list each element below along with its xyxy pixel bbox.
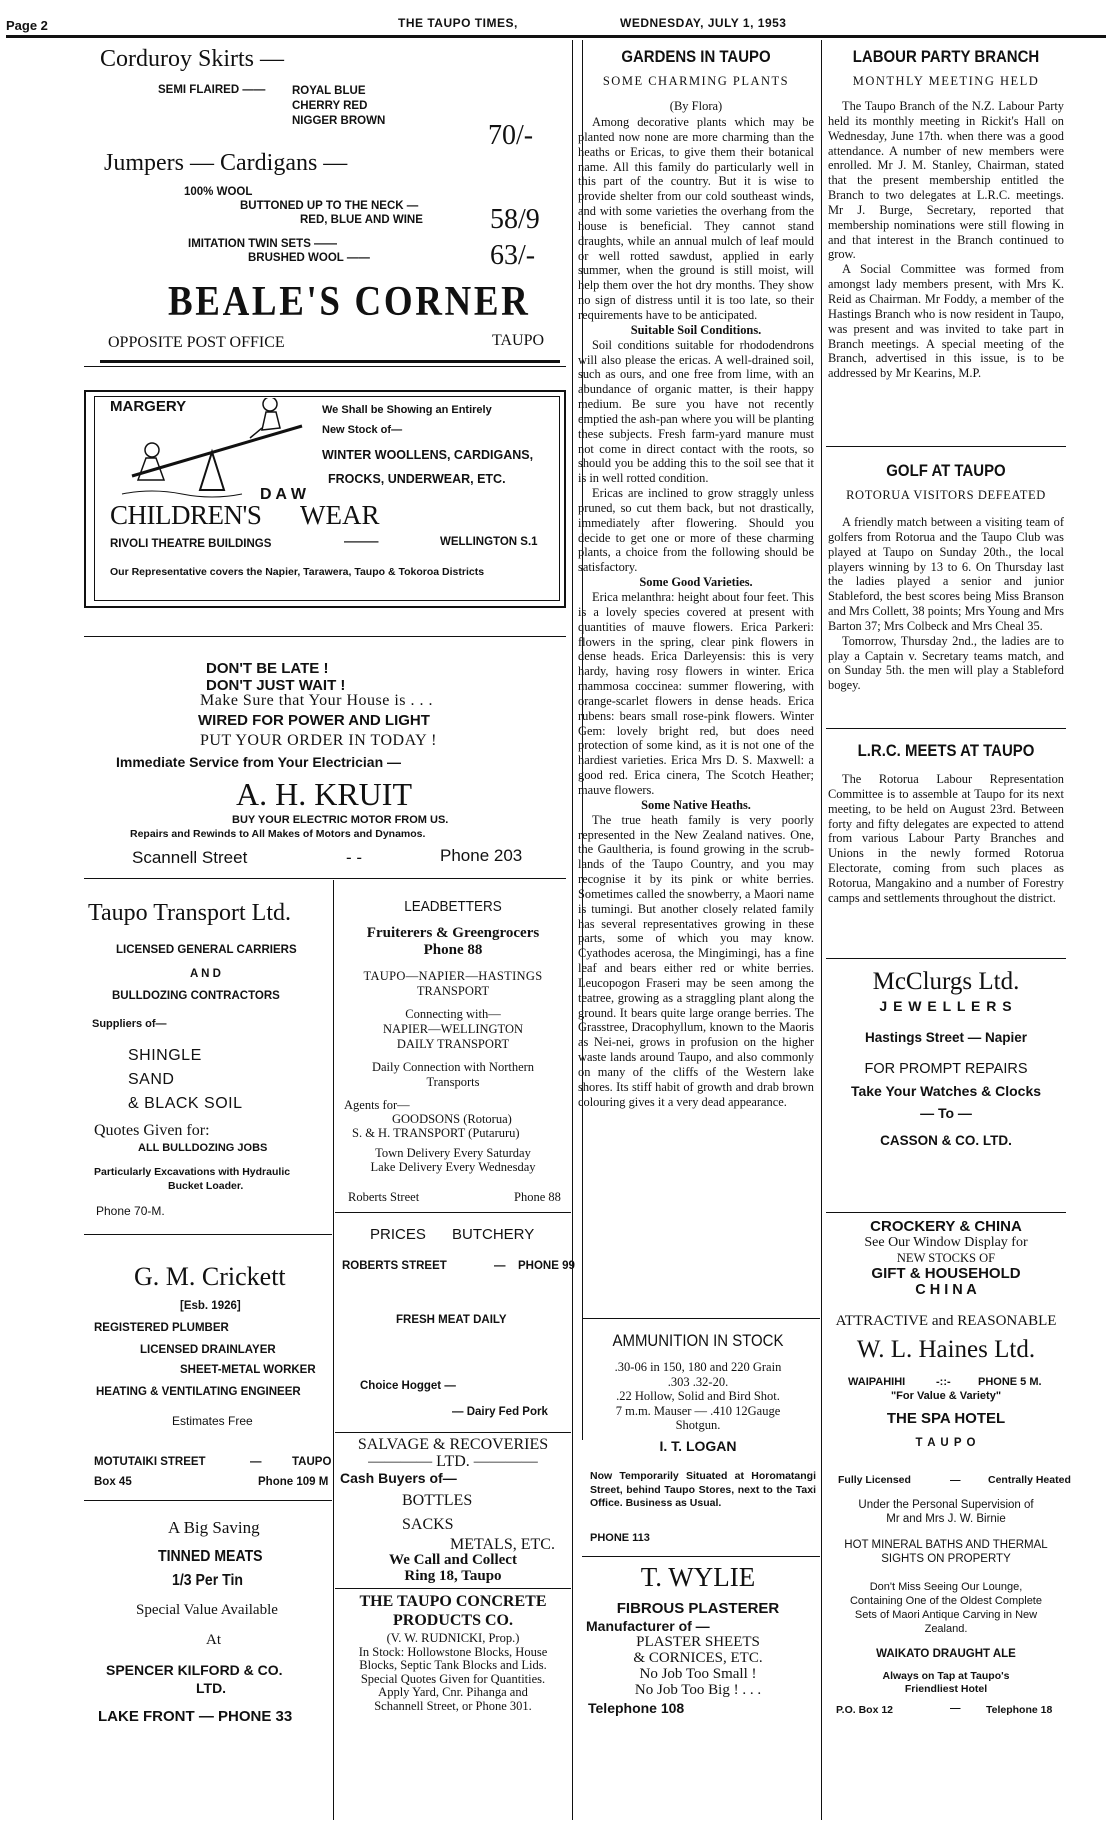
wylie-name: T. WYLIE <box>640 1562 756 1592</box>
masthead-rule <box>6 35 1106 38</box>
rivoli-address: RIVOLI THEATRE BUILDINGS <box>110 538 272 550</box>
buttoned-note: BUTTONED UP TO THE NECK — <box>240 200 419 212</box>
margery-name: MARGERY <box>110 398 187 415</box>
gardens-article: GARDENS IN TAUPO SOME CHARMING PLANTS (By Flora) Among decorative plants which may be planted now none are more charming than the heaths or Ericas, to give them their botanical name. All this family do particularly well in this part of the country. But it is wise to provide shelter from our cold southeast winds, and with some varieties the overhang from the house is beneficial. They cannot stand draughts, while an annual mulch of leaf mould or well rotted sawdust, applied in early summer, when the ground is still moist, will help them over the hot dry months. They show no sign of distress until it is too late, so their requirements have to be anticipated. Suitable Soil Conditions. Soil conditions suitable for rhododendrons will also please the ericas. A well-drained soil, such as ours, and one free from lime, with an abundance of organic matter, is their happy medium. Be sure you have not recently emptied the ash-pan where you will be planting these subjects. Fresh farm-yard manure must not come in direct contact with the roots, so should you be adding this to the soil see that it is in well rotted condition. Ericas are inclined to grow straggly unless pruned, so cut them back, but not drastically, immediately after flowering. Should you decide to get one or more of these charming plants, a choice from the following should be satisfactory. Some Good Varieties. Erica melanthra: height about four feet. This is a lovely species covered at present with quantities of mauve flowers. Erica Parkeri: flowers in the spring, clear pink flowers in dense heads. Erica Darleyensis: this is very hardy, having rosy flowers in winter. Erica mammosa coccinea: summer flowering, with orange-scarlet flowers in dense heads. Erica rubens: bears small rose-pink flowers. Winter Gem: lovely bright red, but does need protection of some kind, as it is not one of the hardiest varieties. Erica Mrs D. S. Maxwell: a good red. Erica cinera, The Scotch Heather; mauve flowers. Some Native Heaths. The true heath family is very poorly represented in the New Zealand natives. One, the Gaultheria, is found growing in the scrub-lands of the Taupo Country, and you may recognise it by its pink or white berries. Sometimes called the snowberry, a Maori name is tumingi. But another closely related family has several representatives growing in these parts, some of which you may know. Cyathodes acerosa, the Mingimingi, has a fine leaf and bears either red or white berries. Leucopogon Fraseri may be seen among the teatree, growing as a straggling plant along the ground. It bears quite large orange berries. The Grasstree, Dracophyllum, known to the Maoris as Nei-nei, grows in profusion on the higher waste lands around Taupo, and also commonly on many of the cliffs of the Western lake shores. Its stiff habit of growth and drab brown colouring gives it a very dead appearance. <box>578 47 814 1109</box>
brushed-wool: BRUSHED WOOL —— <box>248 252 370 264</box>
gardens-headline: GARDENS IN TAUPO <box>621 47 771 66</box>
newspaper-page: Page 2 THE TAUPO TIMES, WEDNESDAY, JULY 1, 1953 Corduroy Skirts — SEMI FLAIRED —— ROYAL BLUE CHERRY RED NIGGER BROWN 70/- Jumpers — Cardigans — 100% WOOL BUTTONED UP TO THE NECK — RED, BLUE AND WINE 58/9 IMITATION TWIN SETS —— BRUSHED WOOL —— 63/- BEALE'S CORNER OPPOSITE POST OFFICE TAUPO MARGERY We Shall be Showing an Entirely New Stock of— WINTER WOOLLENS, CARDIGANS, FROCKS, UNDERWEAR, ETC. D A W CHILDREN'S WEAR RIVOLI THEATRE BUILDINGS ——— WELLINGTON S.1 Our Representative covers the Napier, Tarawera, Taupo & Tokoroa Districts DON'T BE LATE ! DON'T JUST WAIT ! Make Sure that Your House is . . . WIRED FOR POWER AND LIGHT PUT YOUR ORDER IN TODAY ! Immediate Service from Your Electrician — A. H. KRUIT BUY YOUR ELECTRIC MOTOR FROM US. Repairs and Rewinds to All Makes of Motors and Dynamos. Scannell Street - - Phone 203 Taupo Transport Ltd. LICENSED GENERAL CARRIERS A N D BULLDOZING CONTRACTORS Suppliers of— SHINGLE SAND & BLACK SOIL Quotes Given for: ALL BULLDOZING JOBS Particularly Excavations with Hydraulic Bucket Loader. Phone 70-M. G. M. Crickett [Esb. 1926] REGISTERED PLUMBER LICENSED DRAINLAYER SHEET-METAL WORKER HEATING & VENTILATING ENGINEER Estimates Free MOTUTAIKI STREET — TAUPO Box 45 Phone 109 M A Big Saving TINNED MEATS 1/3 Per Tin Special Value Available At SPENCER KILFORD & CO. LTD. LAKE FRONT — PHONE 33 LEADBETTERS Fruiterers & Greengrocers Phone 88 TAUPO—NAPIER—HASTINGS TRANSPORT Connecting with— NAPIER—WELLINGTON DAILY TRANSPORT Daily Connection with Northern Transports Agents for— GOODSONS (Rotorua) S. & H. TRANSPORT (Putaruru) Town Delivery Every Saturday Lake Delivery Every Wednesday Roberts Street Phone 88 PRICES BUTCHERY ROBERTS STREET — PHONE 99 FRESH MEAT DAILY Choice Hogget — — Dairy Fed Pork SALVAGE & RECOVERIES ———— LTD. ———— Cash Buyers of— BOTTLES SACKS METALS, ETC. We Call and Collect Ring 18, Taupo THE TAUPO CONCRETE PRODUCTS CO. (V. W. RUDNICKI, Prop.) In Stock: Hollowstone Blocks, House Blocks, Septic Tank Blocks and Lids. Special Quotes Given for Quantities. Apply Yard, Cnr. Pihanga and Schannell Street, or Phone 301. GARDENS IN TAUPO SOME CHARMING PLANTS (By Flora) Among decorative plants which may be planted now none are more charming than the heaths or Ericas, to give them their botanical name. All this family do particularly well in this part of the country. But it is wise to provide shelter from our cold southeast winds, and with some varieties the overhang from the house is beneficial. They cannot stand draughts, while an annual mulch of leaf mould or well rotted sawdust, applied in early summer, when the ground is still moist, will help them over the hot dry months. They show no sign of distress until it is too late, so their requirements have to be anticipated. Suitable Soil Conditions. Soil conditions suitable for rhododendrons will also please the ericas. A well-drained soil, such as ours, and one free from lime, with an abundance of organic matter, is their happy medium. Be sure you have not recently emptied the ash-pan where you will be planting these subjects. Fresh farm-yard manure must not come in direct contact with the roots, so should you be adding this to the soil see that it is in well rotted condition. Ericas are inclined to grow straggly unless pruned, so cut them back, but not drastically, immediately after flowering. Should you decide to get one or more of these charming plants, a choice from the following should be satisfactory. Some Good Varieties. Erica melanthra: height about four feet. This is a lovely species covered at present with quantities of mauve flowers. Erica Parkeri: flowers in the spring, clear pink flowers in dense heads. Erica Darleyensis: this is very hardy, having rosy flowers in winter. Erica mammosa coccinea: summer flowering, with orange-scarlet flowers in dense heads. Erica rubens: bears small rose-pink flowers. Winter Gem: lovely bright red, but does need protection of some kind, as it is not one of the hardiest varieties. Erica Mrs D. S. Maxwell: a good red. Erica cinera, The Scotch Heather; mauve flowers. Some Native Heaths. The true heath family is very poorly represented in the New Zealand natives. One, the Gaultheria, is found growing in the scrub-lands of the Taupo Country, and you may recognise it by its pink or white berries. Sometimes called the snowberry, a Maori name is tumingi. But another closely related family has several representatives growing in these parts, some of which you may know. Cyathodes acerosa, the Mingimingi, has a fine leaf and bears either red or white berries. Leucopogon Fraseri may be seen among the teatree, growing as a straggling plant along the ground. It bears quite large orange berries. The Grasstree, Dracophyllum, known to the Maoris as Nei-nei, grows in profusion on the higher waste lands around Taupo, and also commonly on many of the cliffs of the Western lake shores. Its stiff habit of growth and drab brown colouring gives it a very dead appearance. AMMUNITION IN STOCK .30-06 in 150, 180 and 220 Grain .303 .32-20. .22 Hollow, Solid and Bird Shot. 7 m.m. Mauser — .410 12Gauge Shotgun. I. T. LOGAN Now Temporarily Situated at Horomatangi Street, behind Taupo Stores, next to the Taxi Office. Business as Usual. PHONE 113 T. WYLIE FIBROUS PLASTERER Manufacturer of — PLASTER SHEETS & CORNICES, ETC. No Job Too Small ! No Job Too Big ! . . . Telephone 108 LABOUR PARTY BRANCH MONTHLY MEETING HELD The Taupo Branch of the N.Z. Labour Party held its monthly meeting in Rickit's Hall on Wednesday, June 17th. when there was a good attendance. A number of new members were enrolled. Mr J. M. Stanley, Chairman, stated that the present membership entitled the Branch to two delegates at L.R.C. meetings. Mr J. Burge, Secretary, reported that membership nominations were still flowing in and that interest in the Branch continued to grow. A Social Committee was formed from amongst lady members present, with Mrs K. Reid as Chairman. Mr Foddy, a member of the Hastings Branch who is now resident in Taupo, was present and was invited to take part in Branch meetings. A special meeting of the Branch, advertised in this issue, is to be addressed by Mr Kearins, M.P. GOLF AT TAUPO ROTORUA VISITORS DEFEATED A friendly match between a visiting team of golfers from Rotorua and the Taupo Club was played at Taupo on Sunday 20th., the local players winning by 13 to 6. On Thursday last the ladies played a senior and junior Stableford, the best scores being Miss Branson and Mrs Collett, 38 points; Mrs Young and Mrs Barton 37; Mrs Colbeck and Mrs Cheal 35. Tomorrow, Thursday 2nd., the ladies are to play a Captain v. Secretary teams match, and on Sunday 5th. the men will play a Stableford bogey. L.R.C. MEETS AT TAUPO The Rotorua Labour Representation Committee is to assemble at Taupo for its next meeting, to be held on August 23rd. Between forty and fifty delegates are expected to attend from various Labour Party Branches and Unions in the newly formed Rotorua Electorate, coming from such places as Rotorua, Mangakino and a number of Forestry camps and settlements throughout the district. McClurgs Ltd. J E W E L L E R S Hastings Street — Napier FOR PROMPT REPAIRS Take Your Watches & Clocks — To — CASSON & CO. LTD. CROCKERY & CHINA See Our Window Display for NEW STOCKS OF GIFT & HOUSEHOLD C H I N A ATTRACTIVE and REASONABLE W. L. Haines Ltd. WAIPAHIHI -::- PHONE 5 M. "For Value & Variety" THE SPA HOTEL T A U P O Fully Licensed — Centrally Heated Under the Personal Supervision of Mr and Mrs J. W. Birnie HOT MINERAL BATHS AND THERMAL SIGHTS ON PROPERTY Don't Miss Seeing Our Lounge, Containing One of the Oldest Complete Sets of Maori Antique Carving in New Zealand. WAIKATO DRAUGHT ALE Always on Tap at Taupo's Friendliest Hotel P.O. Box 12 — Telephone 18 <box>0 0 1114 1822</box>
transport-materials: SHINGLE SAND & BLACK SOIL <box>128 1047 243 1112</box>
representative-note: Our Representative covers the Napier, Tarawera, Taupo & Tokoroa Districts <box>110 566 485 578</box>
jumper-price: 58/9 <box>490 204 540 235</box>
scannell-street: Scannell Street <box>132 848 248 867</box>
skirt-price: 70/- <box>488 120 534 151</box>
skirts-title: Corduroy Skirts — <box>100 46 285 72</box>
transport-name: Taupo Transport Ltd. <box>88 900 291 926</box>
page-number: Page 2 <box>6 18 48 33</box>
new-stock-line: New Stock of— <box>322 424 403 436</box>
logan-name: I. T. LOGAN <box>659 1438 737 1454</box>
beales-corner-name: BEALE'S CORNER <box>168 279 531 325</box>
opposite-post-office: OPPOSITE POST OFFICE <box>108 334 285 351</box>
daw-label: D A W <box>260 486 306 503</box>
golf-article: GOLF AT TAUPO ROTORUA VISITORS DEFEATED A friendly match between a visiting team of golfers from Rotorua and the Taupo Club was played at Taupo on Sunday 20th., the local players winning by 13 to 6. On Thursday last the ladies played a senior and junior Stableford, the best scores being Miss Branson and Mrs Collett, 38 points; Mrs Young and Mrs Barton 37; Mrs Colbeck and Mrs Cheal 35. Tomorrow, Thursday 2nd., the ladies are to play a Captain v. Secretary teams match, and on Sunday 5th. the men will play a Stableford bogey. <box>828 461 1064 693</box>
jumpers-title: Jumpers — Cardigans — <box>104 150 348 176</box>
mcclurgs-ad: McClurgs Ltd. J E W E L L E R S Hastings Street — Napier FOR PROMPT REPAIRS Take Your Watches & Clocks — To — CASSON & CO. LTD. <box>850 968 1042 1148</box>
wool-note: 100% WOOL <box>184 186 253 198</box>
skirt-colours: ROYAL BLUE CHERRY RED NIGGER BROWN <box>292 85 386 127</box>
issue-date: WEDNESDAY, JULY 1, 1953 <box>620 16 787 30</box>
kruit-phone: Phone 203 <box>440 846 523 865</box>
salvage-ad: SALVAGE & RECOVERIES ———— LTD. ———— <box>357 1436 549 1470</box>
spa-hotel-ad: THE SPA HOTEL T A U P O <box>886 1410 1006 1449</box>
crickett-name: G. M. Crickett <box>134 1262 286 1291</box>
lrc-article: L.R.C. MEETS AT TAUPO The Rotorua Labour Representation Committee is to assemble at Taupo for its next meeting, to be held on August 23rd. Between forty and fifty delegates are expected to attend from various Labour Party Branches and Unions in the newly formed Rotorua Electorate, coming from such places as Rotorua, Mangakino and a number of Forestry camps and settlements throughout the district. <box>828 741 1064 905</box>
concrete-ad: THE TAUPO CONCRETE PRODUCTS CO. <box>359 1593 547 1629</box>
jumper-colours: RED, BLUE AND WINE <box>300 214 423 226</box>
twin-sets: IMITATION TWIN SETS —— <box>188 238 338 250</box>
paper-name: THE TAUPO TIMES, <box>398 16 518 30</box>
kruit-name: A. H. KRUIT <box>236 776 412 812</box>
wellington-address: WELLINGTON S.1 <box>440 536 538 548</box>
see-saw-children-illustration <box>112 398 322 498</box>
stock-line-1: WINTER WOOLLENS, CARDIGANS, <box>322 448 534 462</box>
semi-flaired: SEMI FLAIRED —— <box>158 84 266 96</box>
wear-label: WEAR <box>300 500 380 530</box>
childrens-label: CHILDREN'S <box>110 500 262 530</box>
showing-line: We Shall be Showing an Entirely <box>322 404 492 416</box>
twin-price: 63/- <box>490 240 536 271</box>
leadbetters-ad: LEADBETTERS Fruiterers & Greengrocers Phone 88 TAUPO—NAPIER—HASTINGS TRANSPORT Connecting with— NAPIER—WELLINGTON DAILY TRANSPORT Daily Connection with Northern Transports <box>363 898 543 1089</box>
beales-town: TAUPO <box>492 332 545 349</box>
labour-article: LABOUR PARTY BRANCH MONTHLY MEETING HELD The Taupo Branch of the N.Z. Labour Party held its monthly meeting in Rickit's Hall on Wednesday, June 17th. when there was a good attendance. A number of new members were enrolled. Mr J. M. Stanley, Chairman, stated that the present membership entitled the Branch to two delegates at L.R.C. meetings. Mr J. Burge, Secretary, reported that membership nominations were still flowing in and that interest in the Branch continued to grow. A Social Committee was formed from amongst lady members present, with Mrs K. Reid as Chairman. Mr Foddy, a member of the Hastings Branch who is now resident in Taupo, was present and was invited to take part in Branch meetings. A special meeting of the Branch, advertised in this issue, is to be addressed by Mr Kearins, M.P. <box>828 47 1064 381</box>
agents-list: Agents for— GOODSONS (Rotorua) S. & H. TRANSPORT (Putaruru) <box>344 1098 520 1140</box>
ammunition-ad: AMMUNITION IN STOCK .30-06 in 150, 180 and 220 Grain .303 .32-20. .22 Hollow, Solid and Bird Shot. 7 m.m. Mauser — .410 12Gauge Shotgun. <box>612 1331 784 1432</box>
stock-line-2: FROCKS, UNDERWEAR, ETC. <box>328 472 506 486</box>
kruit-headline: DON'T BE LATE ! DON'T JUST WAIT ! <box>206 660 346 694</box>
